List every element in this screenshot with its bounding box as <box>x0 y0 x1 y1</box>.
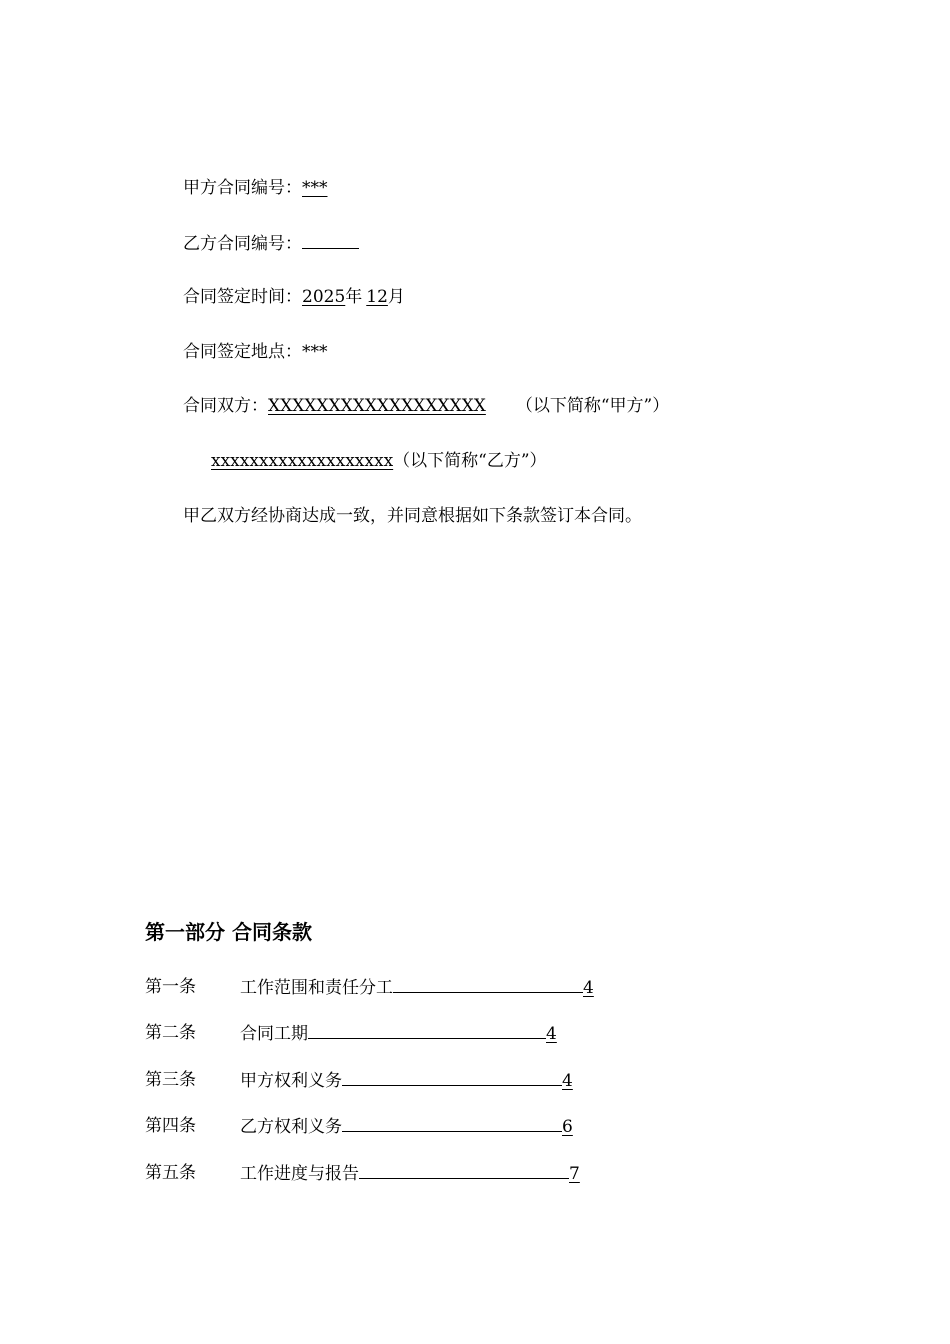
sign-place-value: *** <box>302 342 328 362</box>
toc-leader <box>359 1162 569 1179</box>
sign-year: 2025 <box>302 287 346 307</box>
toc-heading: 第一部分 合同条款 <box>145 920 312 944</box>
party-b-contract-no-row <box>183 232 359 255</box>
toc-item-page: 7 <box>569 1164 580 1184</box>
party-b-row <box>211 450 547 472</box>
party-b-contract-no-blank <box>302 232 359 249</box>
party-a-contract-no-row <box>183 177 328 199</box>
toc-item-title: 甲方权利义务 <box>240 1071 342 1091</box>
party-b-contract-no-label: 乙方合同编号： <box>183 234 302 254</box>
agreement-statement <box>183 505 642 527</box>
toc-item-num: 第三条 <box>145 1070 196 1090</box>
party-a-alias: （以下简称“甲方”） <box>515 396 670 416</box>
sign-place-row <box>183 341 328 363</box>
toc-item-num: 第四条 <box>145 1116 196 1136</box>
toc-item-page: 4 <box>546 1024 557 1044</box>
party-a-name: XXXXXXXXXXXXXXXXXX <box>268 396 486 416</box>
party-a-contract-no-label: 甲方合同编号： <box>183 178 302 198</box>
toc-leader <box>393 976 583 993</box>
toc-leader <box>308 1022 546 1039</box>
agreement-text: 甲乙双方经协商达成一致，并同意根据如下条款签订本合同。 <box>183 506 642 526</box>
sign-date-label: 合同签定时间： <box>183 287 302 307</box>
month-unit: 月 <box>387 287 405 307</box>
sign-place-label: 合同签定地点： <box>183 342 302 362</box>
party-b-alias: （以下简称“乙方”） <box>393 451 547 471</box>
parties-row <box>183 395 669 417</box>
toc-item-title: 乙方权利义务 <box>240 1117 342 1137</box>
sign-month: 12 <box>366 287 388 307</box>
toc-leader <box>342 1115 562 1132</box>
toc-leader <box>342 1069 562 1086</box>
toc-item-title: 工作进度与报告 <box>240 1164 359 1184</box>
toc-item-page: 4 <box>562 1071 573 1091</box>
toc-item-num: 第二条 <box>145 1023 196 1043</box>
toc-item-title: 合同工期 <box>240 1024 308 1044</box>
party-a-contract-no-value: *** <box>302 178 328 198</box>
year-unit: 年 <box>345 287 363 307</box>
sign-date-row <box>183 286 405 308</box>
party-b-name: xxxxxxxxxxxxxxxxxxx <box>211 451 394 471</box>
parties-label: 合同双方： <box>183 396 268 416</box>
toc-item-title: 工作范围和责任分工 <box>240 978 393 998</box>
toc-item-num: 第五条 <box>145 1163 196 1183</box>
toc-item-page: 6 <box>562 1117 573 1137</box>
toc-item-num: 第一条 <box>145 977 196 997</box>
toc-item-page: 4 <box>583 978 594 998</box>
